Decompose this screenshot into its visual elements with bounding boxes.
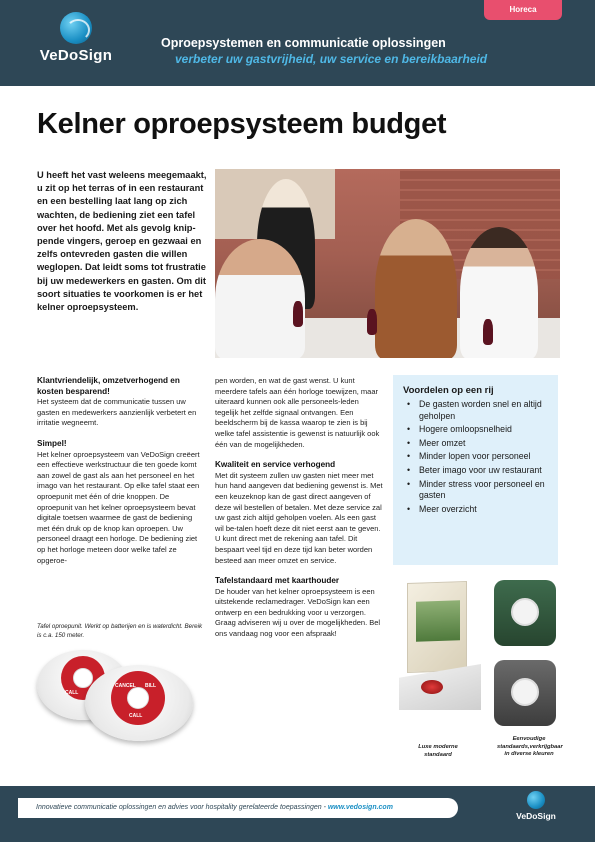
pager-label-bill: BILL [145, 683, 157, 689]
heading-klantvriendelijk: Klantvriendelijk, omzetverhogend en kosten besparend! [37, 376, 180, 396]
card-holder-insert [416, 600, 460, 642]
list-item: • Hogere omloopsnelheid [403, 424, 548, 436]
wine-glass-icon [293, 301, 303, 327]
list-item: • Beter imago voor uw restaurant [403, 465, 548, 477]
pager-caption: Tafel oproepunit. Werkt op batterijen en is waterdicht. Bereik is c.a. 150 meter. [37, 623, 203, 639]
pager-center-button [127, 687, 149, 709]
category-tab-horeca[interactable]: Horeca [484, 0, 562, 20]
product-luxe-standard [397, 578, 485, 738]
advantages-title: Voordelen op een rij [403, 385, 494, 396]
caption-simple: Eenvoudige standaards,verkrijgbaar in diverse kleuren [497, 736, 563, 757]
globe-icon [60, 12, 92, 44]
column-middle [215, 376, 383, 650]
holder-green [494, 580, 556, 646]
advantages-box [393, 375, 558, 565]
footer-logo[interactable] [513, 791, 559, 821]
footer-logo-text: VeDoSign [516, 811, 556, 821]
heading-kwaliteit: Kwaliteit en service verhogend [215, 460, 336, 470]
column-left [37, 376, 203, 576]
footer-url-link[interactable]: www.vedosign.com [327, 804, 393, 811]
heading-simpel: Simpel! [37, 438, 67, 448]
list-item: • Meer overzicht [403, 504, 548, 516]
logo-text: VeDoSign [39, 47, 113, 64]
header-tagline: Oproepsystemen en communicatie oplossingen [161, 36, 446, 50]
restaurant-photo [215, 169, 560, 358]
card-holder [407, 581, 467, 673]
pager-unit-front [85, 665, 193, 741]
footer-text: Innovatieve communicatie oplossingen en advies voor hospitality gerelateerde toepassingen - [36, 804, 328, 811]
list-item: • Minder stress voor personeel en gasten [403, 479, 548, 502]
photo-guest-man-left [215, 239, 305, 358]
text-klantvriendelijk: Het systeem dat de communicatie tussen uw gasten en medewerkers aanzienlijk verbetert en irritatie wegneemt. [37, 397, 197, 428]
call-button [421, 680, 443, 694]
text-tafelstandaard: De houder van het kelner oproepsysteem is een uitstekende reclamedrager. VeDoSign kan een ontwerp en een bedrukking voor u verzorgen. Graag adviseren wij u over de mogelijkheden. Bel ons vandaag nog voor een afspraak! [215, 586, 381, 639]
list-item: • Minder lopen voor personeel [403, 451, 548, 463]
text-simpel: Het kelner oproepsysteem van VeDoSign creëert een effectieve werkstructuur die ten goede komt aan zowel de gast als aan het personeel en het imago van het restaurant. Op elke tafel staat een oproepunit met één of drie knoppen. De oproepunit van het kelner oproepsysteem bevat digitale toetsen waarmee de gast de bediening met één druk op de knop kan oproepen. Uw personeel draagt een horloge. De bediening ziet op het horloge meteen door welke tafel ze opgeroe- [37, 449, 200, 565]
holder-grey [494, 660, 556, 726]
pager-label-cancel: CANCEL [115, 683, 136, 689]
list-item: • Meer omzet [403, 438, 548, 450]
list-item: • De gasten worden snel en altijd geholpen [403, 399, 548, 422]
header-subtagline: verbeter uw gastvrijheid, uw service en bereikbaarheid [175, 52, 488, 66]
photo-guest-man-jacket [375, 219, 457, 358]
text-kwaliteit: Met dit systeem zullen uw gasten niet meer met hun hand aangeven dat bediening gewenst is. Met een keuzeknop kan de gast direct aangeven of deze wil bestellen of betalen. Met deze service zal uw gast zich altijd geholpen voelen. Als een gast wil be-talen hoeft deze dit niet eerst aan te geven. U kunt direct met de rekening aan tafel. Dit bespaart veel tijd en deze tijd kan beter worden besteed aan meer omzet en service. [215, 470, 383, 565]
pager-label-call: CALL [65, 690, 79, 696]
wine-glass-icon [367, 309, 377, 335]
holder-button [511, 678, 539, 706]
pager-label-call: CALL [129, 713, 143, 719]
page-title: Kelner oproepsysteem budget [37, 108, 447, 140]
globe-icon [527, 791, 545, 809]
holder-button [511, 598, 539, 626]
footer-bar [18, 798, 458, 818]
product-simple-standards [494, 580, 558, 730]
wine-glass-icon [483, 319, 493, 345]
photo-guest-woman [460, 227, 538, 358]
heading-tafelstandaard: Tafelstandaard met kaarthouder [215, 576, 340, 586]
caption-luxe: Luxe moderne standaard [418, 744, 458, 758]
advantages-list [403, 399, 548, 515]
text-continued: pen worden, en wat de gast wenst. U kunt meerdere tafels aan één horloge toewijzen, maar uiteraard kunnen ook alle personeels-leden tegelijk het zelfde signaal ontvangen. Een beeldscherm bij de kassa waarop te zien is bij welke tafel assistentie is gewenst is natuurlijk ook één van de mogelijkheden. [215, 376, 380, 449]
vedosign-logo[interactable] [38, 12, 114, 64]
intro-text: U heeft het vast weleens meegemaakt, u zit op het terras of in een restaurant en een bestelling laat lang op zich wachten, de bediening ziet een tafel over het hoofd. Met als gevolg knip-pende vingers, geroep en gezwaai en zelfs ontevreden gasten die willen weglopen. Dat leidt soms tot frustratie bij uw medewerkers en gasten. Om dit soort situaties te voorkomen is er het kelner oproepsysteem. [37, 170, 207, 313]
